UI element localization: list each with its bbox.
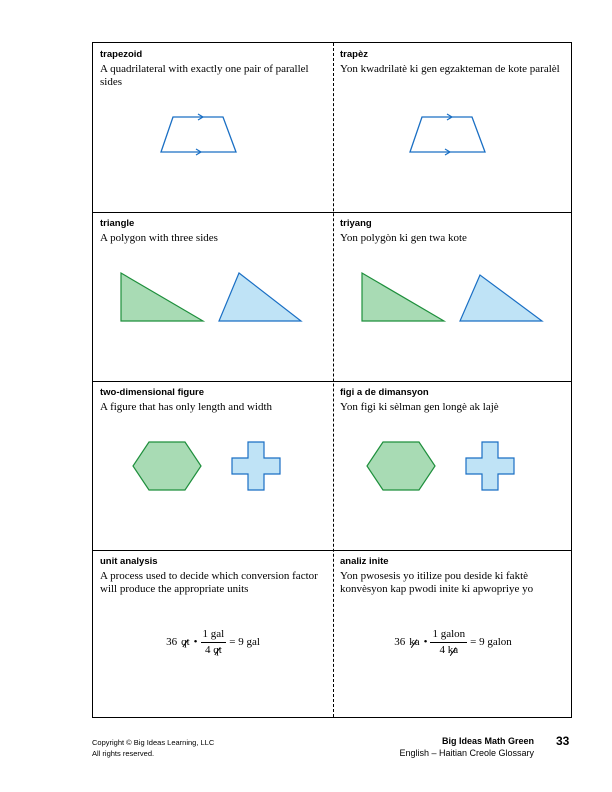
triangles-icon [93,267,333,327]
conversion-fraction [201,628,227,657]
card-two-dimensional-figure-creole [333,381,573,550]
glossary-grid [92,42,572,718]
term-title: trapèz [340,49,368,60]
book-info [399,735,534,759]
rights-line: All rights reserved. [92,749,155,758]
cancelled-unit: ka [409,636,420,648]
copyright-notice [92,737,214,759]
term-definition: Yon pwosesis yo itilize pou deside ki faktè konvèsyon kap pwodi inite ki apwopriye yo [340,570,534,595]
term-title: two-dimensional figure [100,387,204,398]
cancelled-unit: ka [447,644,459,656]
fraction-numerator: 1 galon [430,628,467,643]
term-definition: Yon polygòn ki gen twa kote [340,232,467,244]
formula-quantity: 36 [394,636,406,648]
denominator-number: 4 [204,644,211,656]
cancelled-unit: qt [181,636,190,648]
term-definition: A figure that has only length and width [100,401,272,413]
book-title: Big Ideas Math Green [441,736,534,746]
term-title: analiz inite [340,556,389,567]
cancelled-unit: qt [213,644,222,656]
trapezoid-icon [93,105,333,165]
card-unit-analysis-creole [333,550,573,719]
card-unit-analysis-english [93,550,333,719]
term-definition: A process used to decide which conversion factor will produce the appropriate units [100,570,318,595]
formula-result: = 9 gal [229,636,260,648]
card-triangle-english [93,212,333,381]
card-triangle-creole [333,212,573,381]
fraction-numerator: 1 gal [201,628,227,643]
fraction-denominator [203,643,224,657]
card-two-dimensional-figure-english [93,381,333,550]
copyright-line: Copyright © Big Ideas Learning, LLC [92,738,215,747]
conversion-fraction [430,628,467,657]
page-number: 33 [556,734,570,748]
term-title: triangle [100,218,135,229]
term-definition: A quadrilateral with exactly one pair of parallel sides [100,63,309,88]
hexagon-and-cross-icon [333,439,573,497]
formula-quantity: 36 [166,636,178,648]
denominator-number: 4 [439,644,445,656]
term-title: unit analysis [100,556,158,567]
card-trapezoid-creole [333,43,573,212]
formula-result: = 9 galon [470,636,512,648]
term-title: triyang [340,218,372,229]
card-trapezoid-english [93,43,333,212]
triangles-icon [333,267,573,327]
unit-analysis-formula [93,628,333,657]
term-definition: Yon figi ki sèlman gen longè ak lajè [340,401,499,413]
multiply-dot: • [423,636,428,648]
term-definition: A polygon with three sides [100,232,218,244]
unit-analysis-formula [333,628,573,657]
trapezoid-icon [333,105,573,165]
glossary-subtitle: English – Haitian Creole Glossary [399,748,534,758]
multiply-dot: • [193,636,198,648]
term-definition: Yon kwadrilatè ki gen egzakteman de kote paralèl [340,63,560,75]
term-title: figi a de dimansyon [340,387,429,398]
hexagon-and-cross-icon [93,439,333,497]
term-title: trapezoid [100,49,143,60]
fraction-denominator [437,643,460,657]
